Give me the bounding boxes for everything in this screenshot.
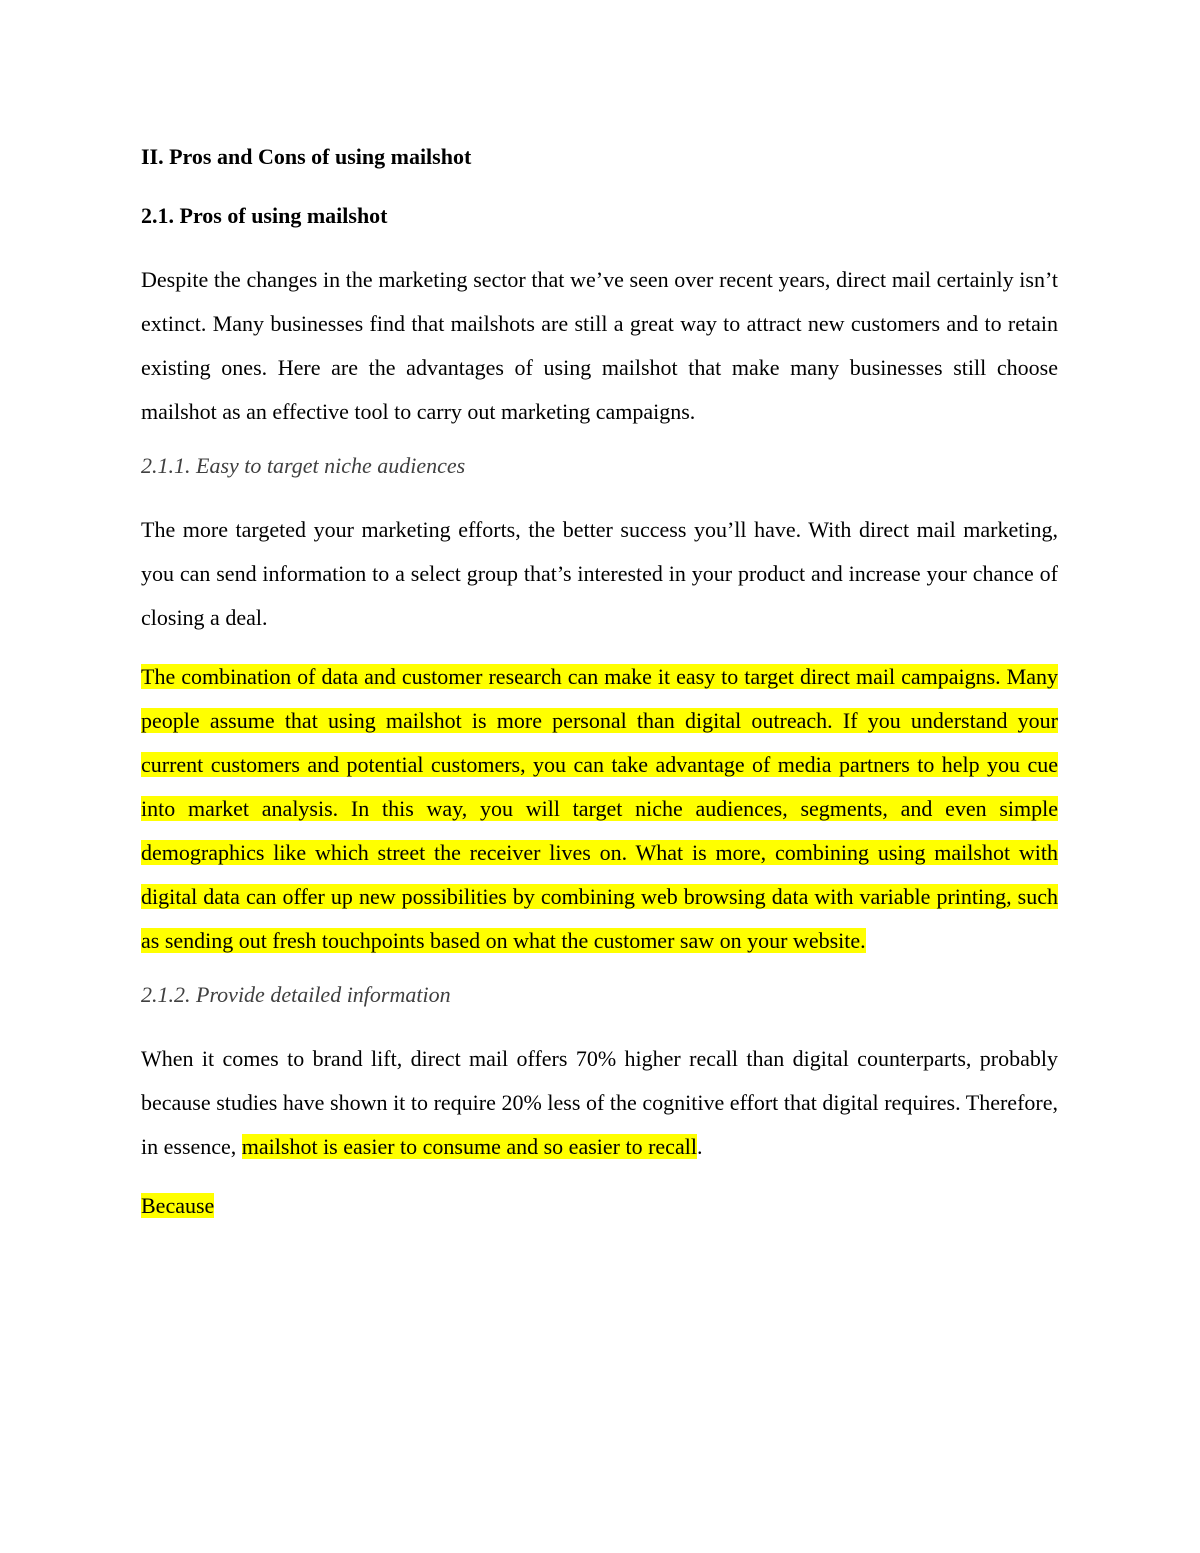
highlight-span-4: mailshot is easier to consume and so easier to recall xyxy=(241,1134,697,1159)
item2-end-text: . xyxy=(696,1134,703,1159)
item2-paragraph-1 xyxy=(141,1037,1058,1169)
item1-paragraph-1: The more targeted your marketing efforts, the better success you’ll have. With direct mail marketing, you can send information to a select group that’s interested in your product and increase your chance of closing a deal. xyxy=(141,517,1058,630)
highlight-span-5: Because xyxy=(141,1193,215,1218)
document-page xyxy=(141,140,1058,1243)
highlight-span-3: In this way, you will target niche audiences, segments, and even simple demographics like which street the receiver lives on. What is more, combining using mailshot with digital data can offer up new possibilities by combining web browsing data with variable printing, such as sending out fresh touchpoints based on what the customer saw on your website. xyxy=(141,796,1059,953)
item1-paragraph-2 xyxy=(141,655,1058,963)
intro-paragraph: Despite the changes in the marketing sector that we’ve seen over recent years, direct mail certainly isn’t extinct. Many businesses find that mailshots are still a great way to attract new customers and to retain existing ones. Here are the advantages of using mailshot that make many businesses still choose mailshot as an effective tool to carry out marketing campaigns. xyxy=(141,267,1058,424)
item2-paragraph-2 xyxy=(141,1184,1058,1228)
item1-title: 2.1.1. Easy to target niche audiences xyxy=(141,453,466,478)
item2-plain-text: When it comes to brand lift, direct mail offers 70% higher recall than digital counterparts, probably because studies have shown it to require 20% less of the cognitive effort that digital requires. Therefore, in essence, xyxy=(141,1046,1058,1159)
item2-title: 2.1.2. Provide detailed information xyxy=(141,982,451,1007)
section-title: II. Pros and Cons of using mailshot xyxy=(141,144,472,169)
highlight-span-1: The combination of data and customer research can make it easy to target direct mail campaigns. Many people assume that using mailshot is more personal than digital outreach. xyxy=(141,664,1058,733)
highlight-span-2: If you understand your current customers and potential customers, you can take advantage of media partners to help you cue into market analysis. xyxy=(141,708,1058,821)
subsection-title: 2.1. Pros of using mailshot xyxy=(141,203,388,228)
